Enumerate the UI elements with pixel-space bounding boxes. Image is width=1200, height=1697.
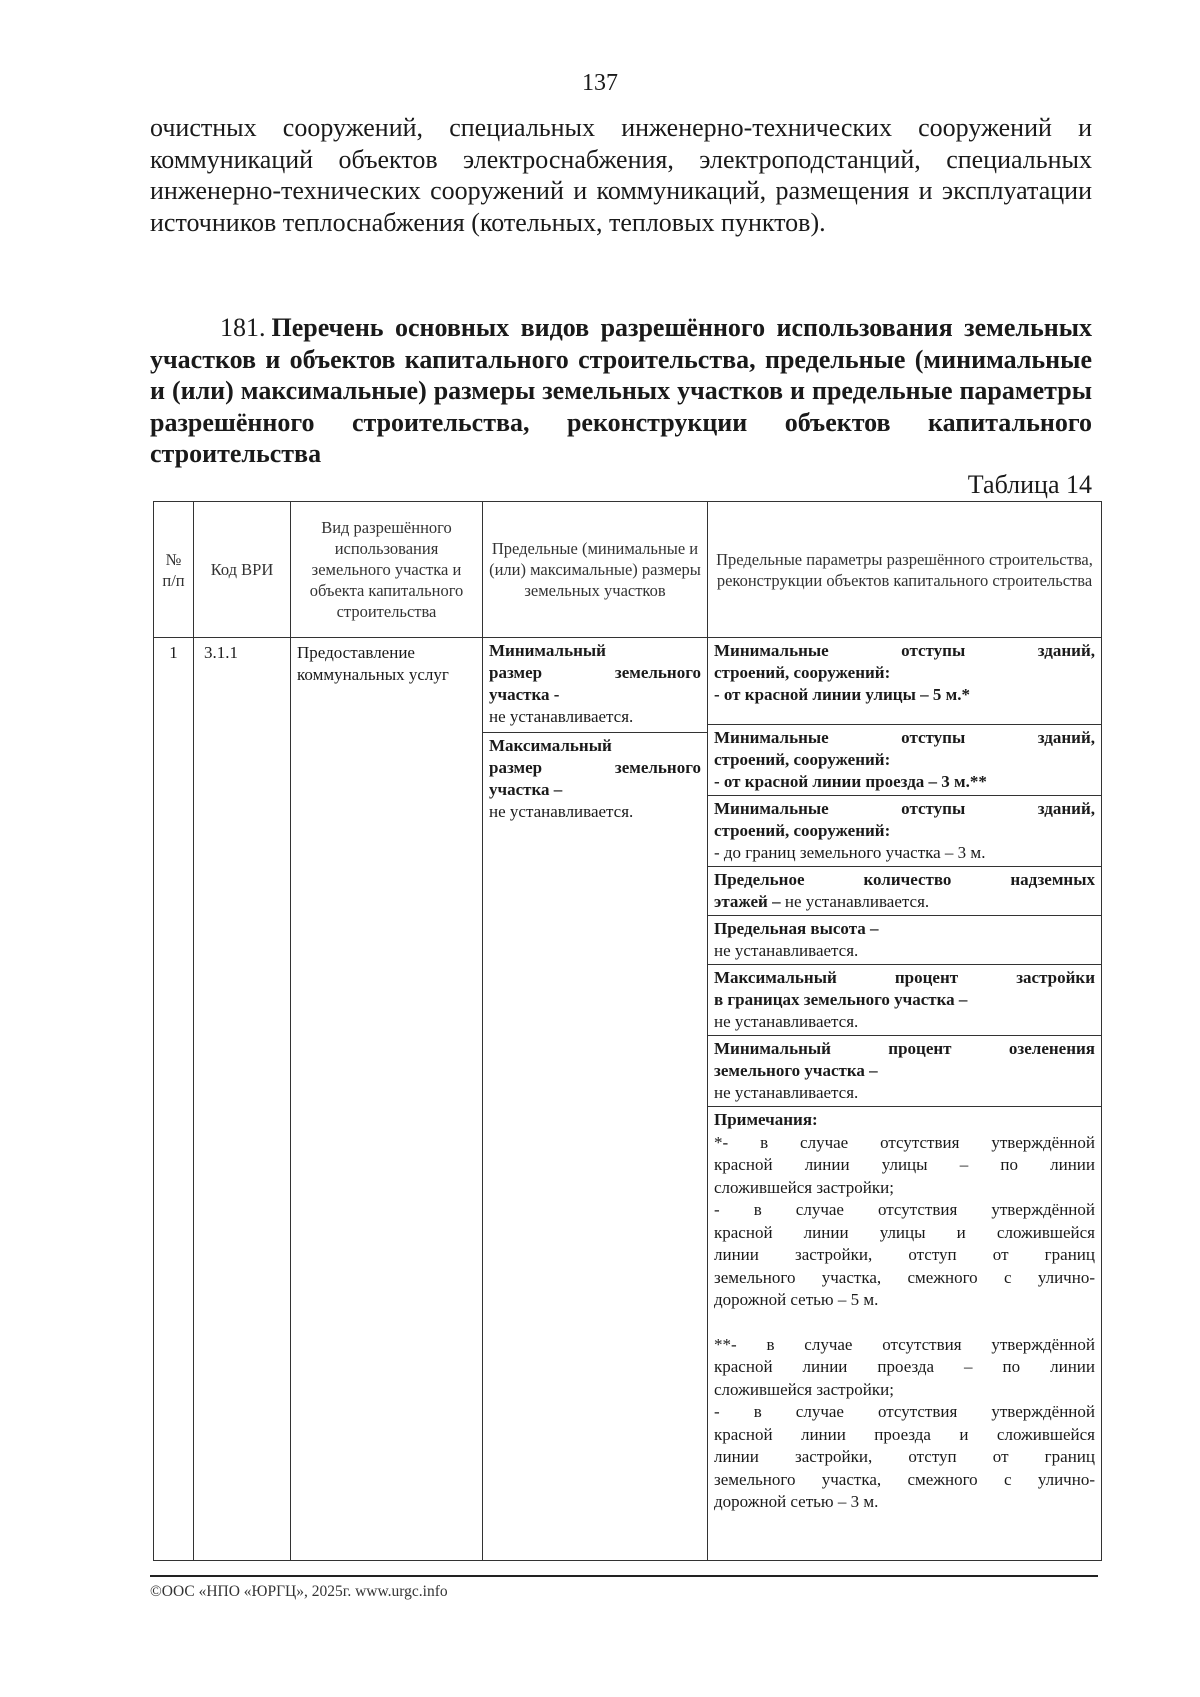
note-line: линии застройки, отступ от границ: [714, 1245, 1095, 1264]
note-line: красной линии улицы и сложившейся: [714, 1222, 1095, 1242]
header-size: Предельные (минимальные и (или) максимальные) размеры земельных участков: [483, 502, 708, 638]
cell-code: 3.1.1: [194, 638, 291, 1561]
param-title: Минимальный процент озеленения: [714, 1039, 1095, 1058]
min-size-value: не устанавливается.: [489, 707, 634, 726]
table-row: [154, 638, 1102, 1561]
param-title: Максимальный процент застройки: [714, 968, 1095, 987]
section-title: Перечень основных видов разрешённого использования земельных участков и объектов капитального строительства, предельные (минимальные и (или) максимальные) размеры земельных участков и предельные параметры разрешённого строительства, реконструкции объектов капитального строительства: [150, 313, 1092, 468]
param-title: строений, сооружений:: [714, 750, 891, 769]
note-line: сложившейся застройки;: [714, 1177, 894, 1197]
min-size-title-3: участка -: [489, 685, 560, 704]
header-num: № п/п: [154, 502, 194, 638]
param-max-coverage: [708, 965, 1101, 1036]
note-line: дорожной сетью – 5 м.: [714, 1290, 879, 1309]
param-title: этажей –: [714, 892, 781, 911]
param-value: не устанавливается.: [714, 941, 859, 960]
max-size-title-2: размер земельного: [489, 758, 701, 777]
note-line: сложившейся застройки;: [714, 1379, 894, 1399]
note-gap: [714, 1312, 1095, 1334]
cell-name: Предоставление коммунальных услуг: [291, 638, 483, 1561]
param-value: не устанавливается.: [780, 892, 930, 911]
param-value: не устанавливается.: [714, 1083, 859, 1102]
param-title: Предельная высота –: [714, 919, 879, 938]
note-line: *- в случае отсутствия утверждённой: [714, 1132, 1095, 1152]
header-name: Вид разрешённого использования земельного участка и объекта капитального строительства: [291, 502, 483, 638]
section-heading: [150, 312, 1092, 470]
cell-params: [708, 638, 1102, 1561]
min-size-title-1: Минимальный: [489, 641, 606, 660]
intro-paragraph: очистных сооружений, специальных инженерно-технических сооружений и коммуникаций объектов электроснабжения, электроподстанций, специальных инженерно-технических сооружений и коммуникаций, размещения и эксплуатации источников теплоснабжения (котельных, тепловых пунктов).: [150, 113, 1092, 237]
param-title: Минимальные отступы зданий,: [714, 799, 1095, 818]
param-floors: [708, 867, 1101, 916]
footer-divider: [150, 1575, 1098, 1577]
table-caption: Таблица 14: [967, 470, 1092, 499]
footer-copyright: ©ООС «НПО «ЮРГЦ», 2025г. www.urgc.info: [150, 1583, 448, 1600]
section-number: 181.: [220, 313, 266, 342]
param-title: Минимальные отступы зданий,: [714, 728, 1095, 747]
header-params: Предельные параметры разрешённого строительства, реконструкции объектов капитального строительства: [708, 502, 1102, 638]
param-value: - от красной линии улицы – 5 м.*: [714, 685, 970, 704]
param-setback-passage: [708, 725, 1101, 796]
cell-num: 1: [154, 638, 194, 1561]
param-title: Минимальные отступы зданий,: [714, 641, 1095, 660]
param-value: не устанавливается.: [714, 1012, 859, 1031]
min-size-title-2: размер земельного: [489, 663, 701, 682]
param-title: строений, сооружений:: [714, 821, 891, 840]
max-size-block: [483, 732, 707, 827]
max-size-title-3: участка –: [489, 780, 563, 799]
param-value: - до границ земельного участка – 3 м.: [714, 843, 986, 862]
note-line: красной линии улицы – по линии: [714, 1155, 1095, 1174]
header-code: Код ВРИ: [194, 502, 291, 638]
param-min-greening: [708, 1036, 1101, 1107]
param-title: земельного участка –: [714, 1061, 878, 1080]
note-line: - в случае отсутствия утверждённой: [714, 1402, 1095, 1421]
param-value: - от красной линии проезда – 3 м.**: [714, 772, 987, 791]
regulations-table: [153, 501, 1102, 1561]
note-line: - в случае отсутствия утверждённой: [714, 1200, 1095, 1219]
notes-title: Примечания:: [714, 1110, 818, 1129]
note-line: земельного участка, смежного с улично-: [714, 1469, 1095, 1489]
param-title: строений, сооружений:: [714, 663, 891, 682]
notes-block: [708, 1107, 1101, 1516]
note-line: красной линии проезда – по линии: [714, 1357, 1095, 1376]
param-title: Предельное количество надземных: [714, 870, 1095, 889]
note-line: линии застройки, отступ от границ: [714, 1447, 1095, 1466]
param-height: [708, 916, 1101, 965]
note-line: дорожной сетью – 3 м.: [714, 1492, 879, 1511]
note-line: земельного участка, смежного с улично-: [714, 1267, 1095, 1287]
max-size-value: не устанавливается.: [489, 802, 634, 821]
page-number: 137: [582, 70, 618, 96]
min-size-block: [483, 638, 707, 732]
param-setback-boundary: [708, 796, 1101, 867]
cell-size: [483, 638, 708, 1561]
note-line: **- в случае отсутствия утверждённой: [714, 1334, 1095, 1354]
param-title: в границах земельного участка –: [714, 990, 968, 1009]
table-header-row: [154, 502, 1102, 638]
param-setback-street: [708, 638, 1101, 725]
note-line: красной линии проезда и сложившейся: [714, 1424, 1095, 1444]
max-size-title-1: Максимальный: [489, 736, 612, 755]
